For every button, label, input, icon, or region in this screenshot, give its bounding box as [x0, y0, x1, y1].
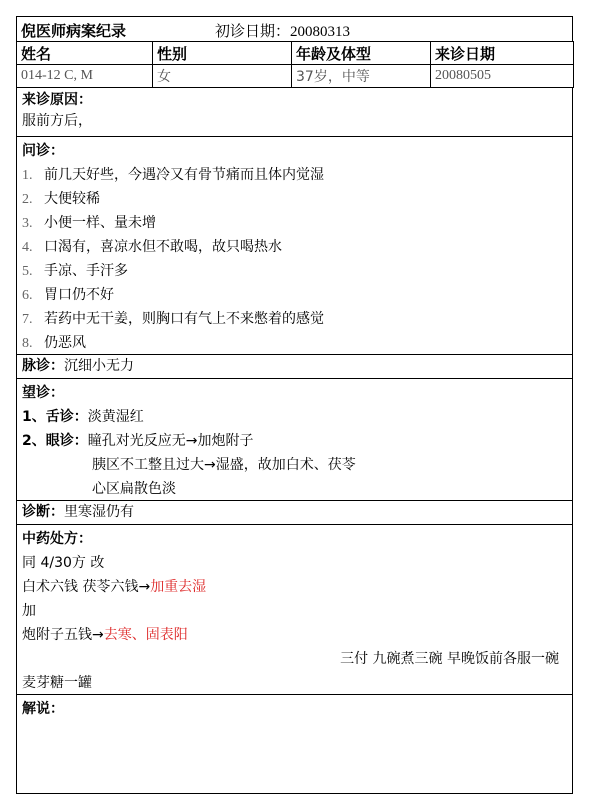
- pulse-section: [16, 355, 573, 379]
- first-visit: [215, 20, 350, 41]
- inquiry-section: [16, 137, 573, 355]
- prescription-extra: 麦芽糖一罐: [22, 675, 92, 691]
- red-note: 去寒、固表阳: [103, 627, 188, 643]
- pulse-label: 脉诊：: [22, 358, 64, 374]
- prescription-line: 炮附子五钱→去寒、固表阳: [22, 627, 188, 643]
- red-note: 加重去湿: [150, 579, 207, 595]
- eye-label: 2、眼诊：: [22, 433, 88, 449]
- record-title: 倪医师病案纪录: [21, 22, 127, 40]
- prescription-line: 加: [22, 603, 36, 619]
- reason-section: [16, 88, 573, 137]
- inquiry-item: 7. 若药中无干姜，则胸口有气上不来憋着的感觉: [22, 311, 324, 327]
- inquiry-item: 3. 小便一样、量未增: [22, 215, 156, 231]
- tongue-label: 1、舌诊：: [22, 409, 88, 425]
- tongue-text: 淡黄湿红: [87, 409, 144, 425]
- record-header: [16, 16, 573, 41]
- commentary-section: [16, 695, 573, 794]
- observation-section: [16, 379, 573, 501]
- inquiry-item: 8. 仍恶风: [22, 335, 86, 351]
- header-age: 年龄及体型: [292, 42, 431, 65]
- reason-text: 服前方后，: [22, 113, 92, 129]
- header-name: 姓名: [17, 42, 153, 65]
- diagnosis-label: 诊断：: [22, 504, 64, 520]
- value-name: 014-12 C, M: [17, 65, 153, 88]
- reason-label: 来诊原因：: [22, 92, 92, 108]
- diagnosis-text: 里寒湿仍有: [64, 504, 134, 520]
- inquiry-item: 6. 胃口仍不好: [22, 287, 114, 303]
- observation-label: 望诊：: [22, 385, 64, 401]
- inquiry-item: 1. 前几天好些，今遇冷又有骨节痛而且体内觉湿: [22, 167, 324, 183]
- value-age: 37岁，中等: [292, 65, 431, 88]
- medical-record: [16, 16, 573, 794]
- value-gender: 女: [153, 65, 292, 88]
- first-visit-date: 20080313: [290, 24, 351, 40]
- prescription-label: 中药处方：: [22, 531, 92, 547]
- eye-line: 胰区不工整且过大→湿盛，故加白术、茯苓: [92, 457, 356, 473]
- diagnosis-section: [16, 501, 573, 525]
- eye-line: 瞳孔对光反应无→加炮附子: [87, 433, 254, 449]
- inquiry-item: 2. 大便较稀: [22, 191, 100, 207]
- commentary-label: 解说：: [22, 701, 64, 717]
- header-gender: 性别: [153, 42, 292, 65]
- header-visit-date: 来诊日期: [431, 42, 574, 65]
- prescription-line: 同 4/30方 改: [22, 555, 105, 571]
- patient-info-table: [16, 41, 574, 88]
- inquiry-item: 4. 口渴有，喜凉水但不敢喝，故只喝热水: [22, 239, 282, 255]
- dosage-instructions: 三付 九碗煮三碗 早晚饭前各服一碗: [340, 651, 559, 667]
- pulse-text: 沉细小无力: [64, 358, 134, 374]
- inquiry-label: 问诊：: [22, 143, 64, 159]
- inquiry-item: 5. 手凉、手汗多: [22, 263, 128, 279]
- first-visit-label: 初诊日期：: [215, 22, 291, 40]
- value-visit-date: 20080505: [431, 65, 574, 88]
- eye-line: 心区扁散色淡: [92, 481, 176, 497]
- prescription-line: 白术六钱 茯苓六钱→加重去湿: [22, 579, 207, 595]
- prescription-section: [16, 525, 573, 695]
